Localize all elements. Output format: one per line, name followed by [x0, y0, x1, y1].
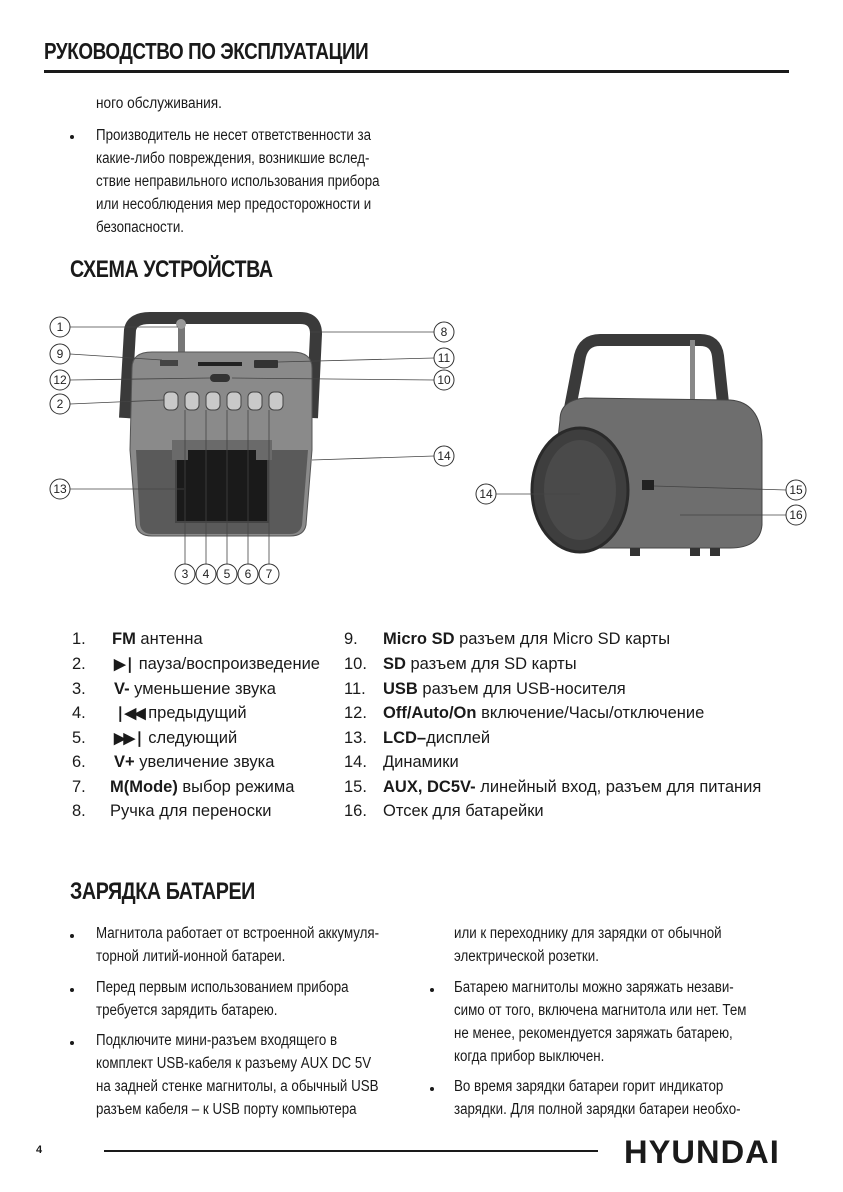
- page-header-title: РУКОВОДСТВО ПО ЭКСПЛУАТАЦИИ: [44, 38, 369, 64]
- callout-7: [259, 564, 279, 584]
- play-pause-icon: ▶❘: [114, 656, 135, 673]
- svg-text:10: 10: [437, 373, 451, 387]
- intro-line: или несоблюдения мер предосторожности и: [96, 196, 372, 213]
- header-divider: [44, 70, 789, 73]
- page-number: 4: [36, 1144, 43, 1156]
- callout-14: [434, 446, 454, 466]
- callout-10: [434, 370, 454, 390]
- svg-text:13: 13: [53, 482, 67, 496]
- charging-bullet-5: Во время зарядки батареи горит индикатор зарядки. Для полной зарядки батареи необхо-: [454, 1078, 741, 1118]
- callout-5: [217, 564, 237, 584]
- callout-2: [50, 394, 70, 414]
- callout-6: [238, 564, 258, 584]
- svg-text:15: 15: [789, 483, 803, 497]
- callout-9: [50, 344, 70, 364]
- charging-bullet-4: Батарею магнитолы можно заряжать незави- симо от того, включена магнитола или нет. Тем не менее, рекомендуется заряжать батарею, когда прибор выключен.: [454, 979, 747, 1065]
- callout-13: [50, 479, 70, 499]
- previous-icon: ❘◀◀: [114, 705, 144, 722]
- intro-line: ствие неправильного использования прибора: [96, 173, 380, 190]
- callout-4: [196, 564, 216, 584]
- svg-text:8: 8: [440, 325, 448, 339]
- side-device-illustration: [496, 340, 786, 556]
- footer-divider: [104, 1150, 598, 1152]
- bullet-dot: [430, 1087, 434, 1091]
- svg-text:9: 9: [56, 347, 64, 361]
- charging-title: ЗАРЯДКА БАТАРЕИ: [70, 878, 255, 905]
- callout-11: [434, 348, 454, 368]
- callout-3: [175, 564, 195, 584]
- intro-line: Производитель не несет ответственности за: [96, 127, 372, 144]
- intro-line: какие-либо повреждения, возникшие вслед-: [96, 150, 370, 167]
- scheme-title: СХЕМА УСТРОЙСТВА: [70, 256, 273, 283]
- callout-15: [786, 480, 806, 500]
- svg-text:1: 1: [56, 320, 64, 334]
- bullet-dot: [70, 135, 74, 139]
- charging-bullet-2: Перед первым использованием прибора требуется зарядить батарею.: [96, 979, 349, 1019]
- callout-14-side: [476, 484, 496, 504]
- svg-text:2: 2: [56, 397, 64, 411]
- intro-line: безопасности.: [96, 219, 184, 236]
- bullet-dot: [430, 988, 434, 992]
- front-device-illustration: [70, 318, 434, 564]
- device-diagram: [40, 300, 820, 600]
- svg-text:6: 6: [244, 567, 252, 581]
- svg-text:11: 11: [437, 351, 451, 365]
- brand-logo: HYUNDAI: [624, 1134, 780, 1170]
- svg-text:5: 5: [223, 567, 231, 581]
- intro-continuation: ного обслуживания.: [96, 95, 222, 112]
- svg-text:12: 12: [53, 373, 67, 387]
- next-icon: ▶▶❘: [114, 730, 144, 747]
- charging-continuation: или к переходнику для зарядки от обычной электрической розетки.: [454, 925, 722, 965]
- bullet-dot: [70, 934, 74, 938]
- svg-text:14: 14: [479, 487, 493, 501]
- svg-text:16: 16: [789, 508, 803, 522]
- svg-text:3: 3: [181, 567, 189, 581]
- bullet-dot: [70, 1041, 74, 1045]
- callout-1: [50, 317, 70, 337]
- callout-16: [786, 505, 806, 525]
- callout-8: [434, 322, 454, 342]
- callout-12: [50, 370, 70, 390]
- bullet-dot: [70, 988, 74, 992]
- charging-bullet-3: Подключите мини-разъем входящего в комплект USB-кабеля к разъему AUX DC 5V на задней стенке магнитолы, а обычный USB разъем кабеля – к USB порту компьютера: [96, 1032, 379, 1118]
- svg-text:4: 4: [202, 567, 210, 581]
- svg-text:7: 7: [265, 567, 273, 581]
- charging-bullet-1: Магнитола работает от встроенной аккумуля- торной литий-ионной батареи.: [96, 925, 380, 965]
- svg-text:14: 14: [437, 449, 451, 463]
- intro-bullet: [96, 124, 380, 239]
